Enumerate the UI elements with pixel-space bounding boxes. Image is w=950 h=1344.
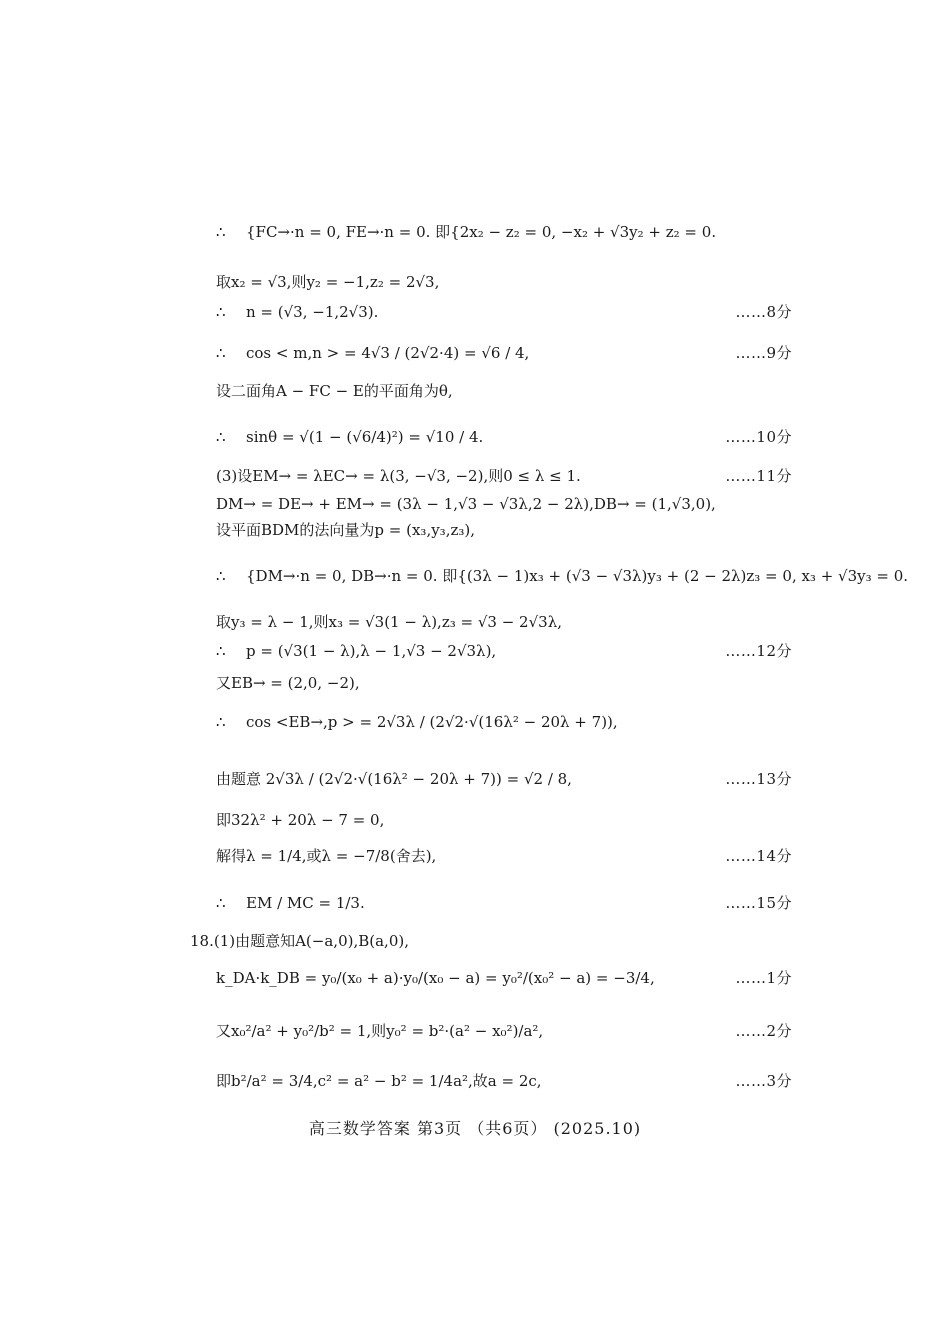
score-mark: ……3分 bbox=[735, 1072, 792, 1090]
therefore-symbol: ∴ bbox=[216, 894, 226, 912]
score-mark: ……1分 bbox=[735, 969, 792, 987]
line-text: p = (√3(1 − λ),λ − 1,√3 − 2√3λ), bbox=[246, 642, 497, 660]
line-text: 设二面角A − FC − E的平面角为θ, bbox=[216, 382, 453, 400]
therefore-symbol: ∴ bbox=[216, 642, 226, 660]
line-text: 即32λ² + 20λ − 7 = 0, bbox=[216, 811, 385, 829]
therefore-symbol: ∴ bbox=[216, 223, 226, 241]
line-text: EM / MC = 1/3. bbox=[246, 894, 365, 912]
line-text: DM→ = DE→ + EM→ = (3λ − 1,√3 − √3λ,2 − 2λ),DB→ = (1,√3,0), bbox=[216, 495, 716, 513]
score-mark: ……12分 bbox=[725, 642, 792, 660]
line-text: 由题意 2√3λ / (2√2·√(16λ² − 20λ + 7)) = √2 / 8, bbox=[216, 770, 572, 788]
therefore-symbol: ∴ bbox=[216, 567, 226, 585]
line-text: 取y₃ = λ − 1,则x₃ = √3(1 − λ),z₃ = √3 − 2√3λ, bbox=[216, 613, 562, 631]
score-mark: ……9分 bbox=[735, 344, 792, 362]
score-mark: ……13分 bbox=[725, 770, 792, 788]
therefore-symbol: ∴ bbox=[216, 428, 226, 446]
line-text: 即b²/a² = 3/4,c² = a² − b² = 1/4a²,故a = 2c, bbox=[216, 1072, 542, 1090]
therefore-symbol: ∴ bbox=[216, 303, 226, 321]
score-mark: ……14分 bbox=[725, 847, 792, 865]
score-mark: ……10分 bbox=[725, 428, 792, 446]
therefore-symbol: ∴ bbox=[216, 344, 226, 362]
score-mark: ……8分 bbox=[735, 303, 792, 321]
line-text: sinθ = √(1 − (√6/4)²) = √10 / 4. bbox=[246, 428, 484, 446]
line-text: 解得λ = 1/4,或λ = −7/8(舍去), bbox=[216, 847, 437, 865]
line-text: {DM→·n = 0, DB→·n = 0. 即{(3λ − 1)x₃ + (√3 − √3λ)y₃ + (2 − 2λ)z₃ = 0, x₃ + √3y₃ = 0. bbox=[246, 567, 909, 585]
line-text: n = (√3, −1,2√3). bbox=[246, 303, 379, 321]
line-text: 设平面BDM的法向量为p = (x₃,y₃,z₃), bbox=[216, 521, 475, 539]
score-mark: ……11分 bbox=[725, 467, 792, 485]
line-text: 18.(1)由题意知A(−a,0),B(a,0), bbox=[190, 932, 409, 950]
line-text: 又x₀²/a² + y₀²/b² = 1,则y₀² = b²·(a² − x₀²)/a², bbox=[216, 1022, 544, 1040]
score-mark: ……2分 bbox=[735, 1022, 792, 1040]
line-text: cos < m,n > = 4√3 / (2√2·4) = √6 / 4, bbox=[246, 344, 530, 362]
score-mark: ……15分 bbox=[725, 894, 792, 912]
therefore-symbol: ∴ bbox=[216, 713, 226, 731]
line-text: 取x₂ = √3,则y₂ = −1,z₂ = 2√3, bbox=[216, 273, 440, 291]
line-text: 又EB→ = (2,0, −2), bbox=[216, 674, 360, 692]
page-footer: 高三数学答案 第3页 （共6页） (2025.10) bbox=[308, 1119, 642, 1138]
line-text: cos <EB→,p > = 2√3λ / (2√2·√(16λ² − 20λ + 7)), bbox=[246, 713, 618, 731]
line-text: (3)设EM→ = λEC→ = λ(3, −√3, −2),则0 ≤ λ ≤ 1. bbox=[216, 467, 581, 485]
line-text: {FC→·n = 0, FE→·n = 0. 即{2x₂ − z₂ = 0, −x₂ + √3y₂ + z₂ = 0. bbox=[246, 223, 717, 241]
line-text: k_DA·k_DB = y₀/(x₀ + a)·y₀/(x₀ − a) = y₀²/(x₀² − a) = −3/4, bbox=[216, 969, 655, 987]
